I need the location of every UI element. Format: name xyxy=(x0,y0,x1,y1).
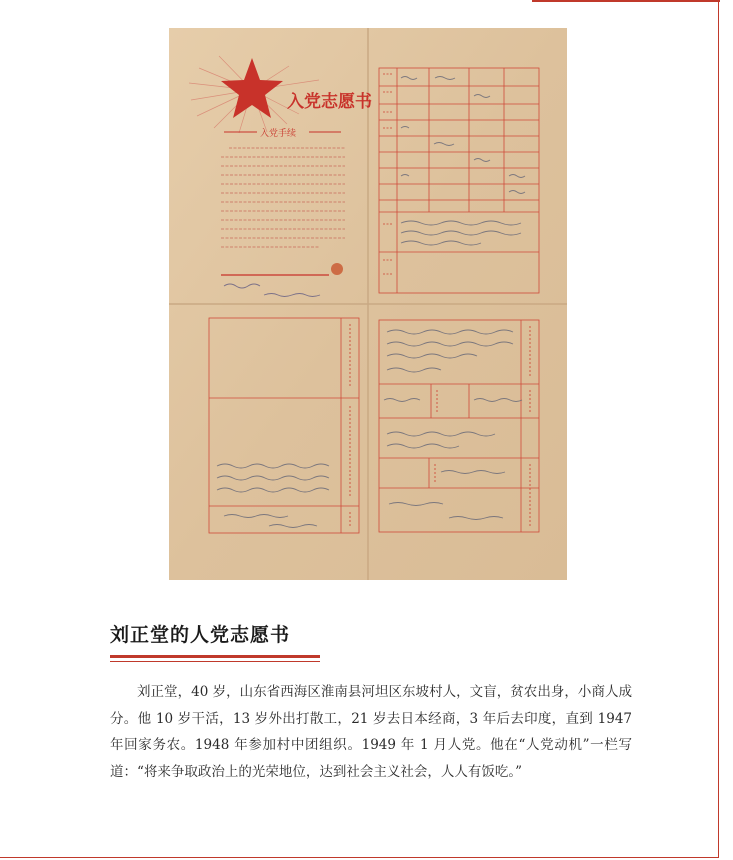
section-title: 入党手续 xyxy=(260,129,297,139)
seal-stamp xyxy=(331,263,343,275)
form-header-title: 入党志愿书 xyxy=(287,92,372,112)
title-underline xyxy=(110,655,320,658)
caption-title: 刘正堂的人党志愿书 xyxy=(110,624,291,646)
top-accent-rule xyxy=(532,0,720,2)
body-paragraph: 刘正堂，40 岁，山东省西海区淮南县河坦区东坡村人，文盲，贫农出身，小商人成分。他 10 岁干活，13 岁外出打散工，21 岁去日本经商，3 年后去印度，直到 1947 年回家务农。1948 年参加村中团组织。1949 年 1 月人党。他在“人党动机”一栏写道：“将来争取政治上的光荣地位，达到社会主义社会，人人有饭吃。” xyxy=(110,684,632,780)
application-form-photo xyxy=(169,28,567,580)
title-underline-thin xyxy=(110,661,320,662)
